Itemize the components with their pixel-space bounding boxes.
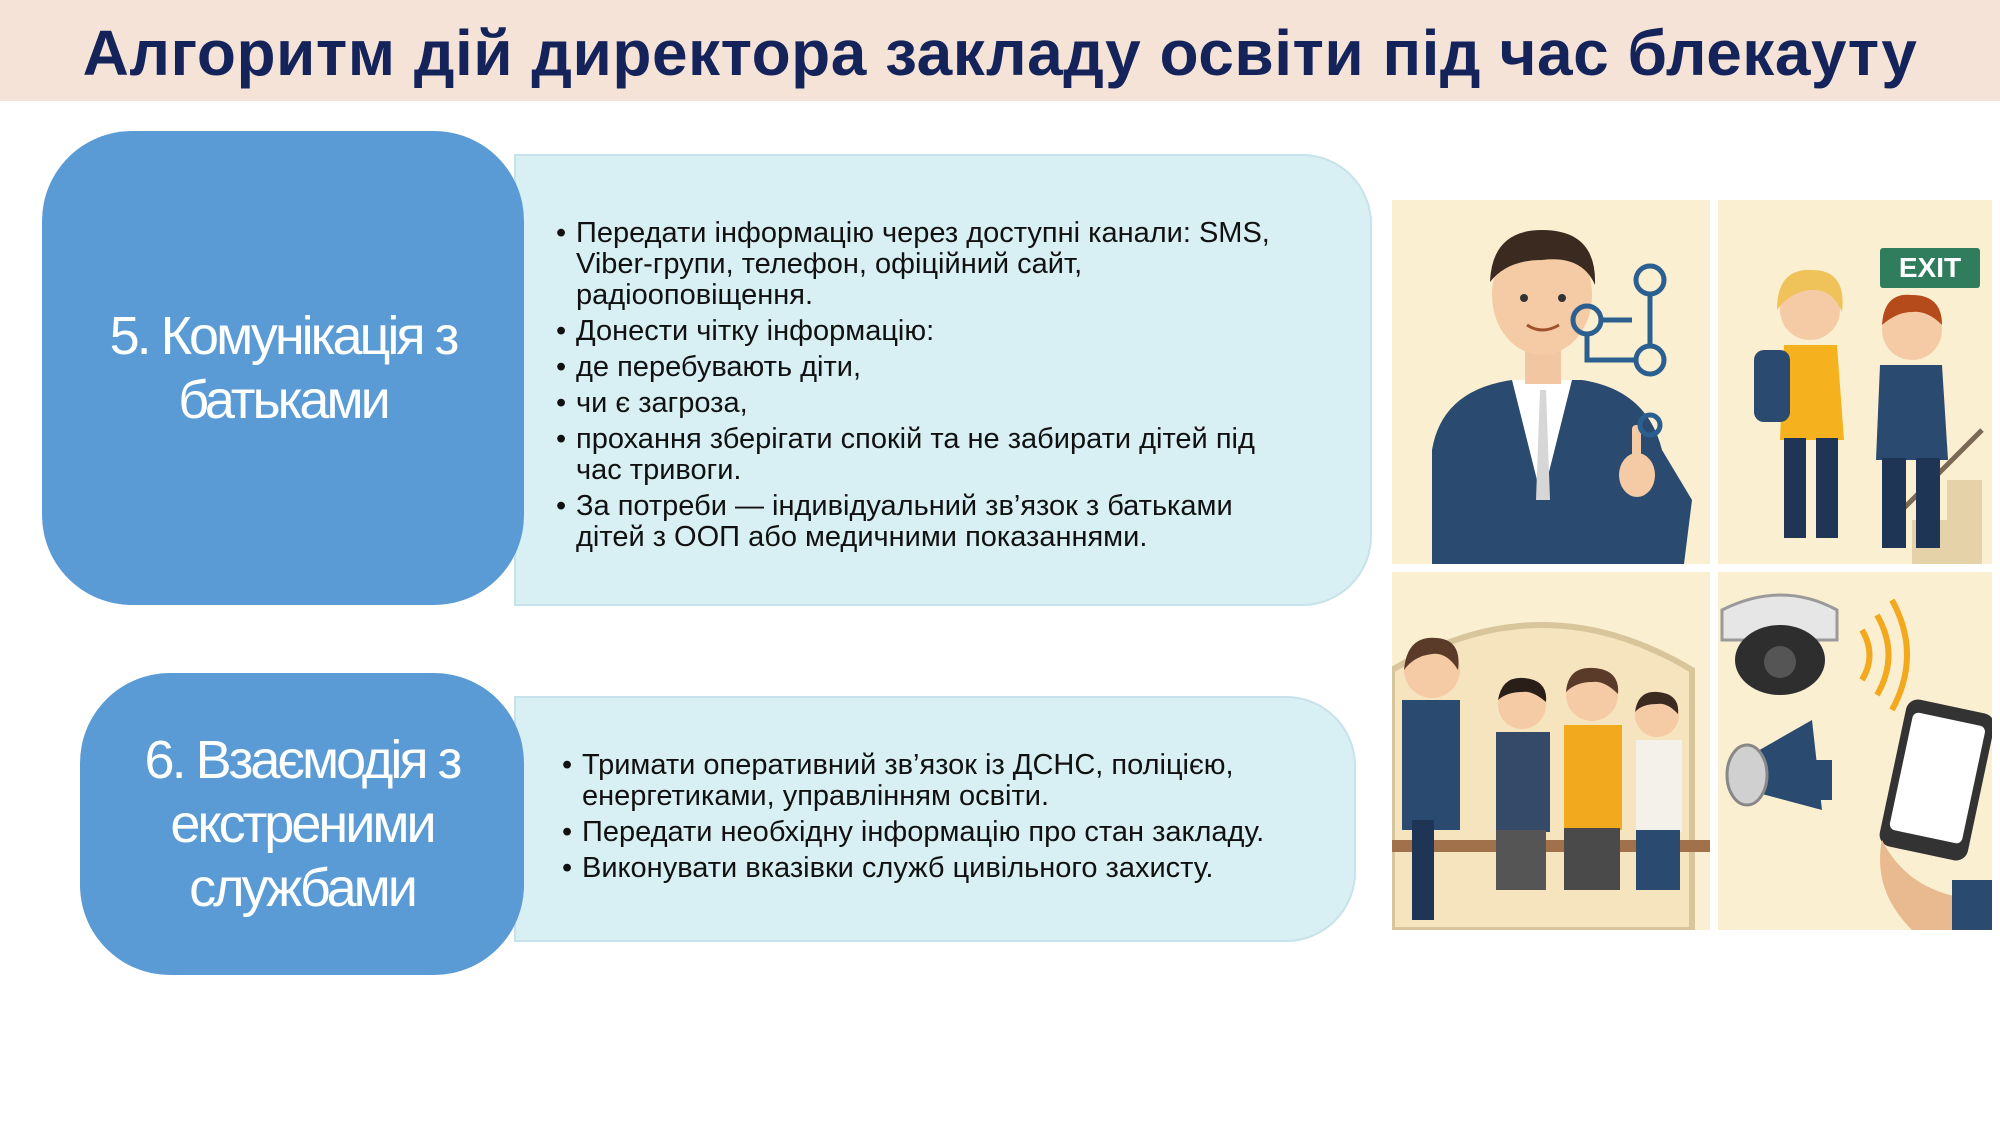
alert-devices-illustration [1718,572,1992,930]
illustration-svg [1392,200,1992,930]
shelter-illustration [1392,572,1710,930]
list-item: • Виконувати вказівки служб цивільного захисту. [562,853,1292,884]
emergency-panel [514,696,1356,942]
list-item: • Донести чітку інформацію: [556,316,1296,347]
section-label-text: 5. Комунікація з батьками [109,306,457,430]
emergency-list [562,750,1292,884]
exit-sign-text: EXIT [1898,252,1962,283]
list-item: • Передати інформацію через доступні канали: SMS, Viber-групи, телефон, офіційний сайт, радіооповіщення. [556,218,1296,311]
communication-panel [514,154,1372,606]
list-item: • де перебувають діти, [556,352,1296,383]
page-title: Алгоритм дій директора закладу освіти під час блекауту [82,17,1918,89]
list-item: • За потреби — індивідуальний зв’язок з батьками дітей з ООП або медичними показаннями. [556,491,1296,553]
section-label-emergency [80,673,524,975]
illustration-collage [1392,200,1992,930]
section-label-communication [42,131,524,605]
section-label-text: 6. Взаємодія з екстреними службами [144,730,460,918]
evacuation-illustration [1718,200,1992,564]
list-item: • прохання зберігати спокій та не забирати дітей під час тривоги. [556,424,1296,486]
list-item: • чи є загроза, [556,388,1296,419]
teacher-illustration [1392,200,1710,580]
list-item: • Передати необхідну інформацію про стан закладу. [562,817,1292,848]
communication-list [556,218,1296,553]
list-item: • Тримати оперативний зв’язок із ДСНС, поліцією, енергетиками, управлінням освіти. [562,750,1292,812]
header-bar [0,0,2000,101]
